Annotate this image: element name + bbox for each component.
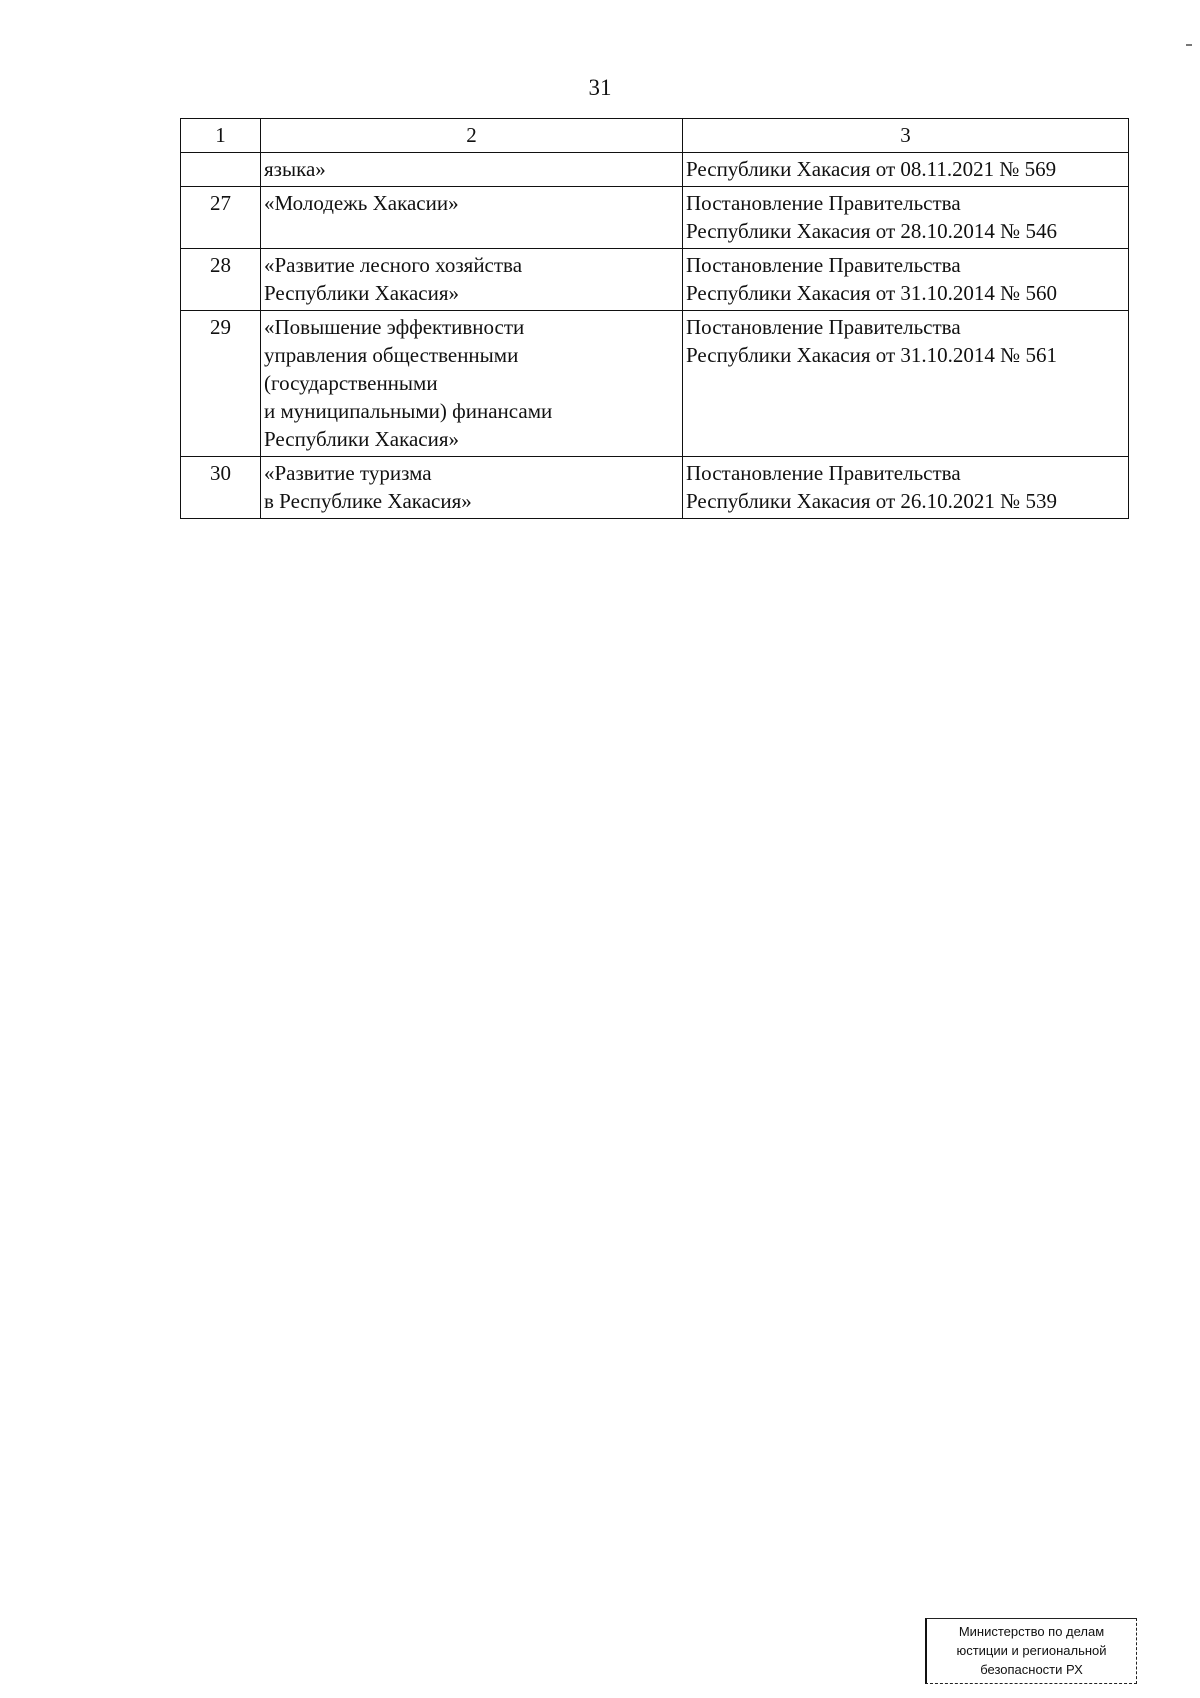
column-header-document: 3 [683, 119, 1129, 153]
document-cell [683, 187, 1129, 249]
document-line: Постановление Правительства [686, 191, 961, 215]
document-cell [683, 153, 1129, 187]
stamp-line: Министерство по делам [958, 1624, 1105, 1639]
page-number: 31 [588, 75, 612, 100]
table-row [181, 187, 1129, 249]
document-cell [683, 311, 1129, 457]
program-name-line: и муниципальными) финансами [264, 399, 553, 423]
document-line: Постановление Правительства [686, 253, 961, 277]
document-cell [683, 457, 1129, 519]
stamp-line: безопасности РХ [980, 1662, 1083, 1677]
table-header-row [181, 119, 1129, 153]
document-line: Республики Хакасия от 31.10.2014 № 561 [686, 343, 1057, 367]
table-row [181, 249, 1129, 311]
table-row [181, 311, 1129, 457]
program-name-line: «Развитие туризма [264, 461, 432, 485]
scan-edge-mark [1186, 44, 1192, 46]
program-name-line: «Повышение эффективности [264, 315, 525, 339]
program-name-cell [261, 153, 683, 187]
stamp-line: юстиции и региональной [956, 1643, 1107, 1658]
program-name-line: «Развитие лесного хозяйства [264, 253, 523, 277]
table-row [181, 457, 1129, 519]
column-header-number: 1 [181, 119, 261, 153]
document-line: Постановление Правительства [686, 315, 961, 339]
program-name-cell [261, 187, 683, 249]
program-name-line: «Молодежь Хакасии» [264, 191, 459, 215]
program-name-line: Республики Хакасия» [264, 427, 460, 451]
program-name-cell [261, 457, 683, 519]
row-number: 29 [181, 311, 261, 457]
column-header-program: 2 [261, 119, 683, 153]
document-line: Республики Хакасия от 28.10.2014 № 546 [686, 219, 1057, 243]
row-number: 27 [181, 187, 261, 249]
program-name-line: языка» [264, 157, 326, 181]
document-line: Постановление Правительства [686, 461, 961, 485]
program-name-cell [261, 249, 683, 311]
document-line: Республики Хакасия от 08.11.2021 № 569 [686, 157, 1057, 181]
row-number: 30 [181, 457, 261, 519]
program-name-line: управления общественными [264, 343, 519, 367]
document-cell [683, 249, 1129, 311]
program-name-line: (государственными [264, 371, 438, 395]
program-name-line: в Республике Хакасия» [264, 489, 472, 513]
row-number: 28 [181, 249, 261, 311]
table-row [181, 153, 1129, 187]
document-line: Республики Хакасия от 26.10.2021 № 539 [686, 489, 1057, 513]
program-name-line: Республики Хакасия» [264, 281, 460, 305]
document-line: Республики Хакасия от 31.10.2014 № 560 [686, 281, 1057, 305]
program-name-cell [261, 311, 683, 457]
ministry-stamp [925, 1618, 1137, 1684]
programs-table [180, 118, 1129, 519]
row-number [181, 153, 261, 187]
